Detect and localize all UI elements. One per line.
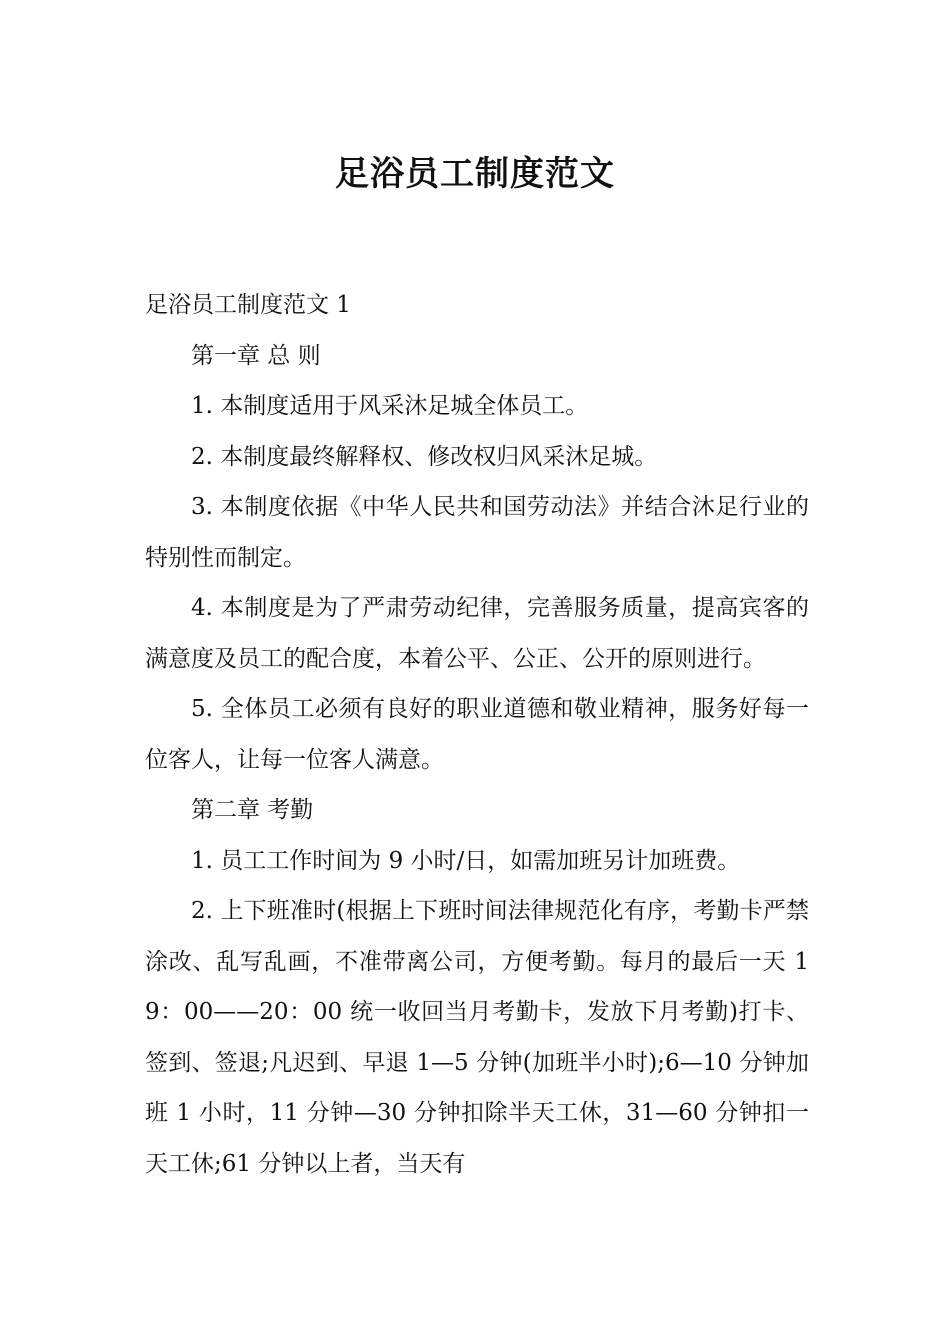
chapter-heading: 第二章 考勤 [191, 797, 314, 823]
page-title: 足浴员工制度范文 [335, 153, 615, 194]
paragraph: 5. 全体员工必须有良好的职业道德和敬业精神，服务好每一位客人，让每一位客人满意。 [145, 696, 809, 773]
document-body [145, 280, 809, 1189]
paragraph: 2. 本制度最终解释权、修改权归风采沐足城。 [191, 443, 658, 470]
paragraph: 1. 员工工作时间为 9 小时/日，如需加班另计加班费。 [191, 847, 741, 874]
chapter-heading: 第一章 总 则 [191, 342, 321, 369]
paragraph: 2. 上下班准时(根据上下班时间法律规范化有序，考勤卡严禁涂改、乱写乱画，不准带离公司，方便考勤。每月的最后一天 19：00——20：00 统一收回当月考勤卡，发放下月考勤)打卡、签到、签退;凡迟到、早退 1—5 分钟(加班半小时);6—10 分钟加班 1 小时，11 分钟—30 分钟扣除半天工休，31—60 分钟扣一天工休;61 分钟以上者，当天有 [145, 898, 809, 1177]
paragraph: 1. 本制度适用于风采沐足城全体员工。 [191, 393, 589, 419]
paragraph: 3. 本制度依据《中华人民共和国劳动法》并结合沐足行业的特别性而制定。 [145, 494, 809, 571]
section-subtitle: 足浴员工制度范文 1 [145, 292, 351, 318]
paragraph: 4. 本制度是为了严肃劳动纪律，完善服务质量，提高宾客的满意度及员工的配合度，本着公平、公正、公开的原则进行。 [145, 595, 809, 672]
